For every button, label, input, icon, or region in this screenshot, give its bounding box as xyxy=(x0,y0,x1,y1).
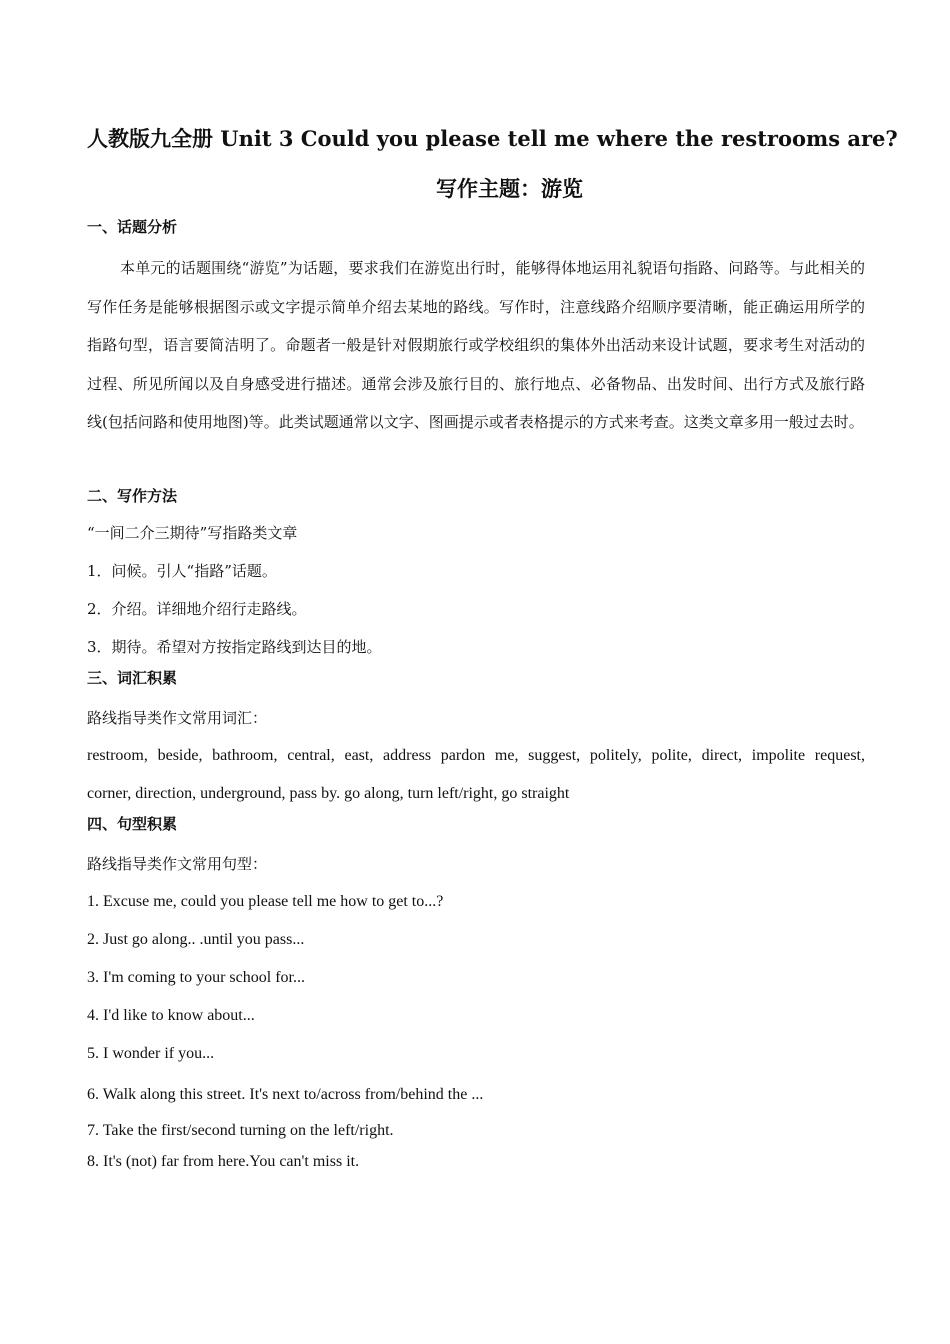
writing-method-item: 2．介绍。详细地介绍行走路线。 xyxy=(87,600,307,618)
document-subtitle: 写作主题：游览 xyxy=(436,176,583,201)
sentence-pattern-item: 4. I'd like to know about... xyxy=(87,1007,255,1024)
vocabulary-intro: 路线指导类作文常用词汇： xyxy=(87,709,268,727)
topic-analysis-paragraph: 本单元的话题围绕“游览”为话题，要求我们在游览出行时，能够得体地运用礼貌语句指路、问路等。与此相关的写作任务是能够根据图示或文字提示简单介绍去某地的路线。写作时，注意线路介绍顺序要清晰，能正确运用所学的指路句型，语言要简洁明了。命题者一般是针对假期旅行或学校组织的集体外出活动来设计试题，要求考生对活动的过程、所见所闻以及自身感受进行描述。通常会涉及旅行目的、旅行地点、必备物品、出发时间、出行方式及旅行路线(包括问路和使用地图)等。此类试题通常以文字、图画提示或者表格提示的方式来考查。这类文章多用一般过去时。 xyxy=(87,259,865,432)
writing-method-item: 1．问候。引人“指路”话题。 xyxy=(87,562,277,580)
sentence-pattern-item: 8. It's (not) far from here.You can't miss it. xyxy=(87,1153,360,1170)
document-page xyxy=(87,0,898,1344)
writing-method-item: 3．期待。希望对方按指定路线到达目的地。 xyxy=(87,638,382,656)
section-heading-topic-analysis: 一、话题分析 xyxy=(87,218,178,236)
section-heading-sentence-patterns: 四、句型积累 xyxy=(87,815,178,833)
vocabulary-list xyxy=(87,737,865,813)
section-heading-writing-method: 二、写作方法 xyxy=(87,487,178,505)
sentence-pattern-item: 3. I'm coming to your school for... xyxy=(87,969,305,986)
sentence-pattern-item: 5. I wonder if you... xyxy=(87,1045,215,1062)
vocabulary-line: corner, direction, underground, pass by. go along, turn left/right, go straight xyxy=(87,785,570,802)
section-heading-vocabulary: 三、词汇积累 xyxy=(87,669,178,687)
sentence-pattern-item: 2. Just go along.. .until you pass... xyxy=(87,931,305,948)
vocabulary-line: restroom, beside, bathroom, central, east, address pardon me, suggest, politely, polite, direct, impolite request, xyxy=(87,747,865,764)
document-title: 人教版九全册 Unit 3 Could you please tell me where the restrooms are? xyxy=(87,126,898,151)
sentence-pattern-item: 1. Excuse me, could you please tell me how to get to...? xyxy=(87,893,444,910)
sentence-patterns-intro: 路线指导类作文常用句型： xyxy=(87,855,268,873)
sentence-pattern-item: 7. Take the first/second turning on the left/right. xyxy=(87,1122,394,1139)
sentence-pattern-item: 6. Walk along this street. It's next to/across from/behind the ... xyxy=(87,1086,484,1103)
writing-method-intro: “一间二介三期待”写指路类文章 xyxy=(87,524,298,542)
